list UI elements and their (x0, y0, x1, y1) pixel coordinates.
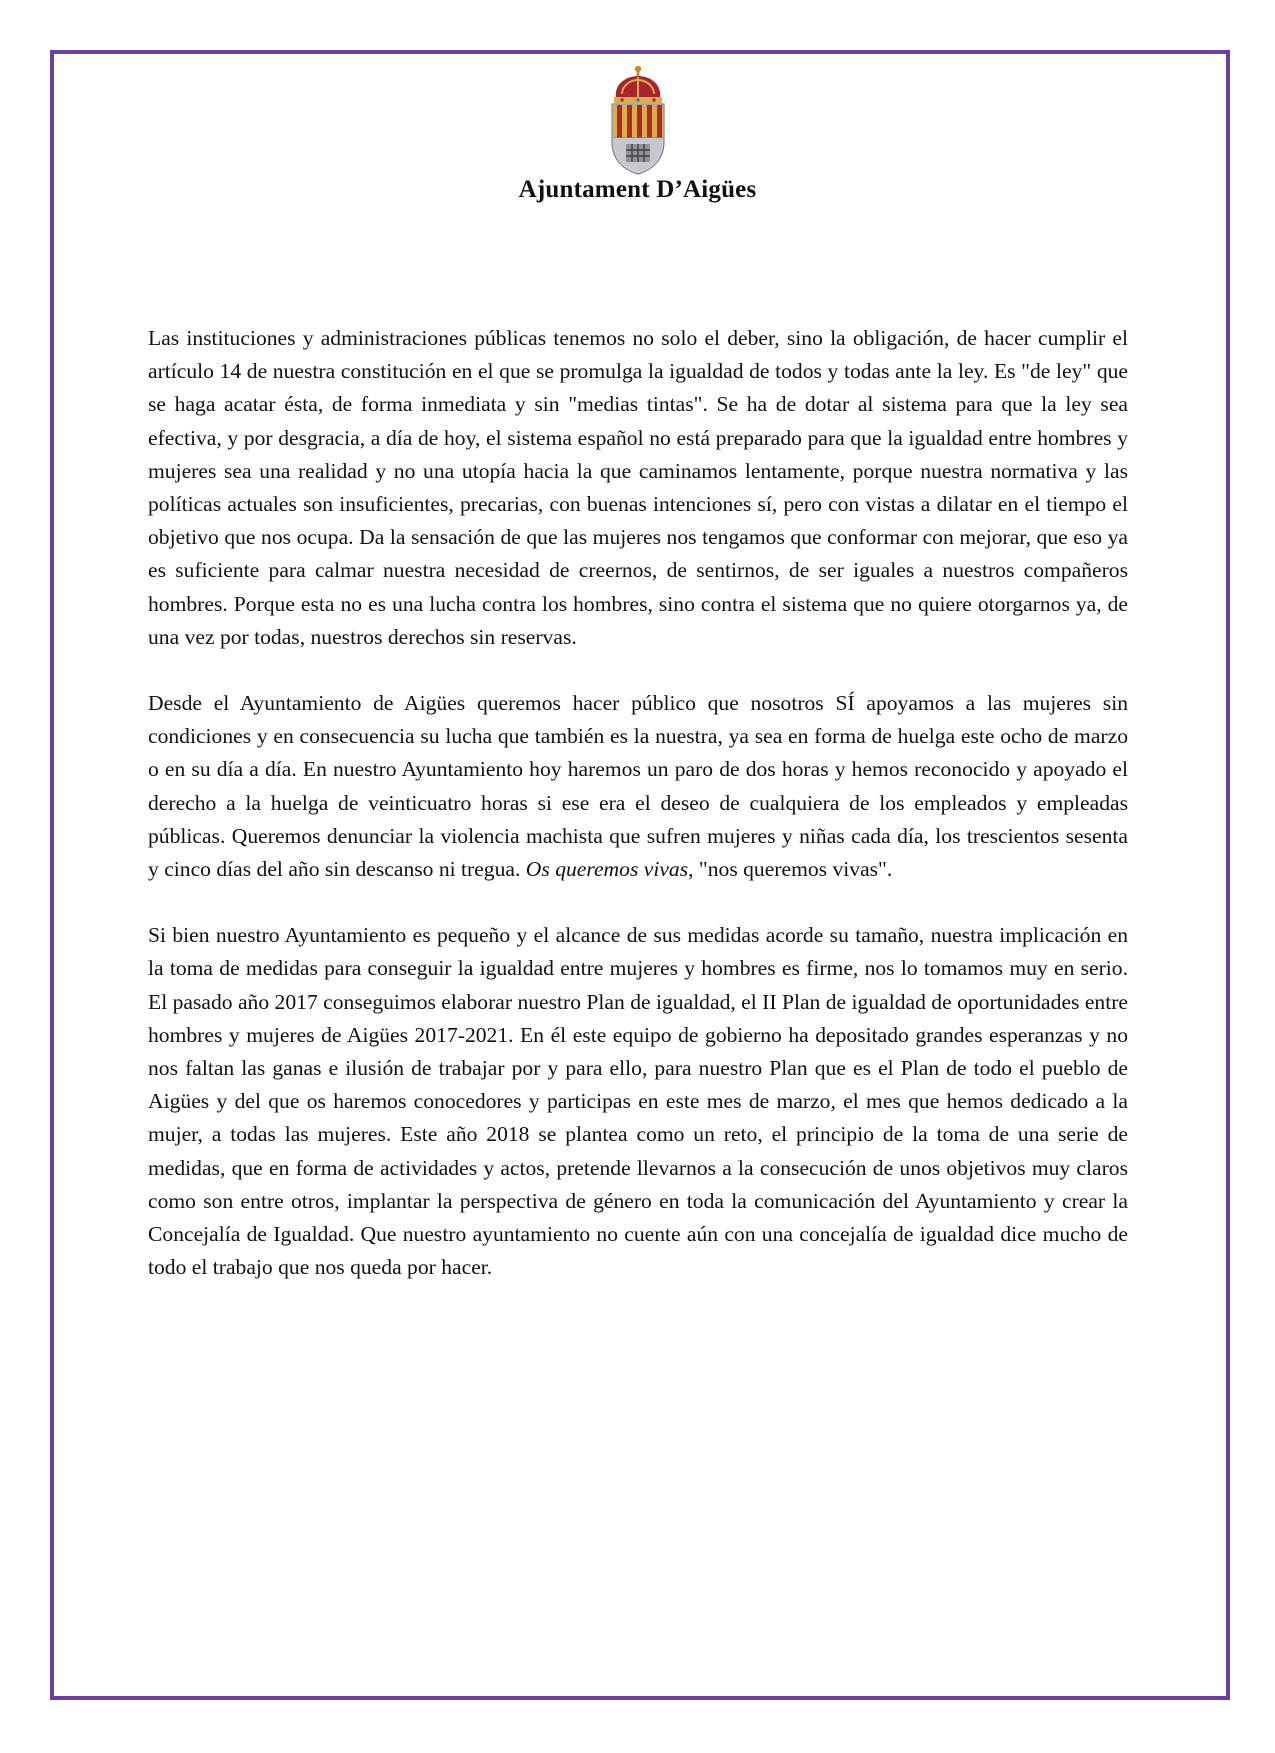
organization-name: Ajuntament D’Aigües (518, 176, 757, 203)
paragraph-3: Si bien nuestro Ayuntamiento es pequeño y el alcance de sus medidas acorde su tamaño, nuestra implicación en la toma de medidas para conseguir la igualdad entre mujeres y hombres es firme, nos lo tomamos muy en serio. El pasado año 2017 conseguimos elaborar nuestro Plan de igualdad, el II Plan de igualdad de oportunidades entre hombres y mujeres de Aigües 2017-2021. En él este equipo de gobierno ha depositado grandes esperanzas y no nos faltan las ganas e ilusión de trabajar por y para ello, para nuestro Plan que es el Plan de todo el pueblo de Aigües y del que os haremos conocedores y participas en este mes de marzo, el mes que hemos dedicado a la mujer, a todas las mujeres. Este año 2018 se plantea como un reto, el principio de la toma de una serie de medidas, que en forma de actividades y actos, pretende llevarnos a la consecución de unos objetivos muy claros como son entre otros, implantar la perspectiva de género en toda la comunicación del Ayuntamiento y crear la Concejalía de Igualdad. Que nuestro ayuntamiento no cuente aún con una concejalía de igualdad dice mucho de todo el trabajo que nos queda por hacer. (148, 923, 1128, 1280)
paragraph-1: Las instituciones y administraciones públicas tenemos no solo el deber, sino la obligación, de hacer cumplir el artículo 14 de nuestra constitución en el que se promulga la igualdad de todos y todas ante la ley. Es "de ley" que se haga acatar ésta, de forma inmediata y sin "medias tintas". Se ha de dotar al sistema para que la ley sea efectiva, y por desgracia, a día de hoy, el sistema español no está preparado para que la igualdad entre hombres y mujeres sea una realidad y no una utopía hacia la que caminamos lentamente, porque nuestra normativa y las políticas actuales son insuficientes, precarias, con buenas intenciones sí, pero con vistas a dilatar en el tiempo el objetivo que nos ocupa. Da la sensación de que las mujeres nos tengamos que conformar con mejorar, que eso ya es suficiente para calmar nuestra necesidad de creernos, de sentirnos, de ser iguales a nuestros compañeros hombres. Porque esta no es una lucha contra los hombres, sino contra el sistema que no quiere otorgarnos ya, de una vez por todas, nuestros derechos sin reservas. (148, 326, 1128, 649)
document-body (148, 322, 1128, 1317)
shield-icon (612, 104, 664, 174)
paragraph-2 (148, 687, 1128, 886)
municipal-coat-of-arms-icon (608, 64, 668, 176)
crown-icon (614, 66, 662, 103)
paragraph-2-text: Desde el Ayuntamiento de Aigües queremos hacer público que nosotros SÍ apoyamos a las mujeres sin condiciones y en consecuencia su lucha que también es la nuestra, ya sea en forma de huelga este ocho de marzo o en su día a día. En nuestro Ayuntamiento hoy haremos un paro de dos horas y hemos reconocido y apoyado el derecho a la huelga de veinticuatro horas si ese era el deseo de cualquiera de los empleados y empleadas públicas. Queremos denunciar la violencia machista que sufren mujeres y niñas cada día, los trescientos sesenta y cinco días del año sin descanso ni tregua. (148, 691, 1128, 882)
paragraph-2-italic: Os queremos vivas (525, 857, 689, 882)
paragraph-2-end: , "nos queremos vivas". (688, 857, 893, 882)
